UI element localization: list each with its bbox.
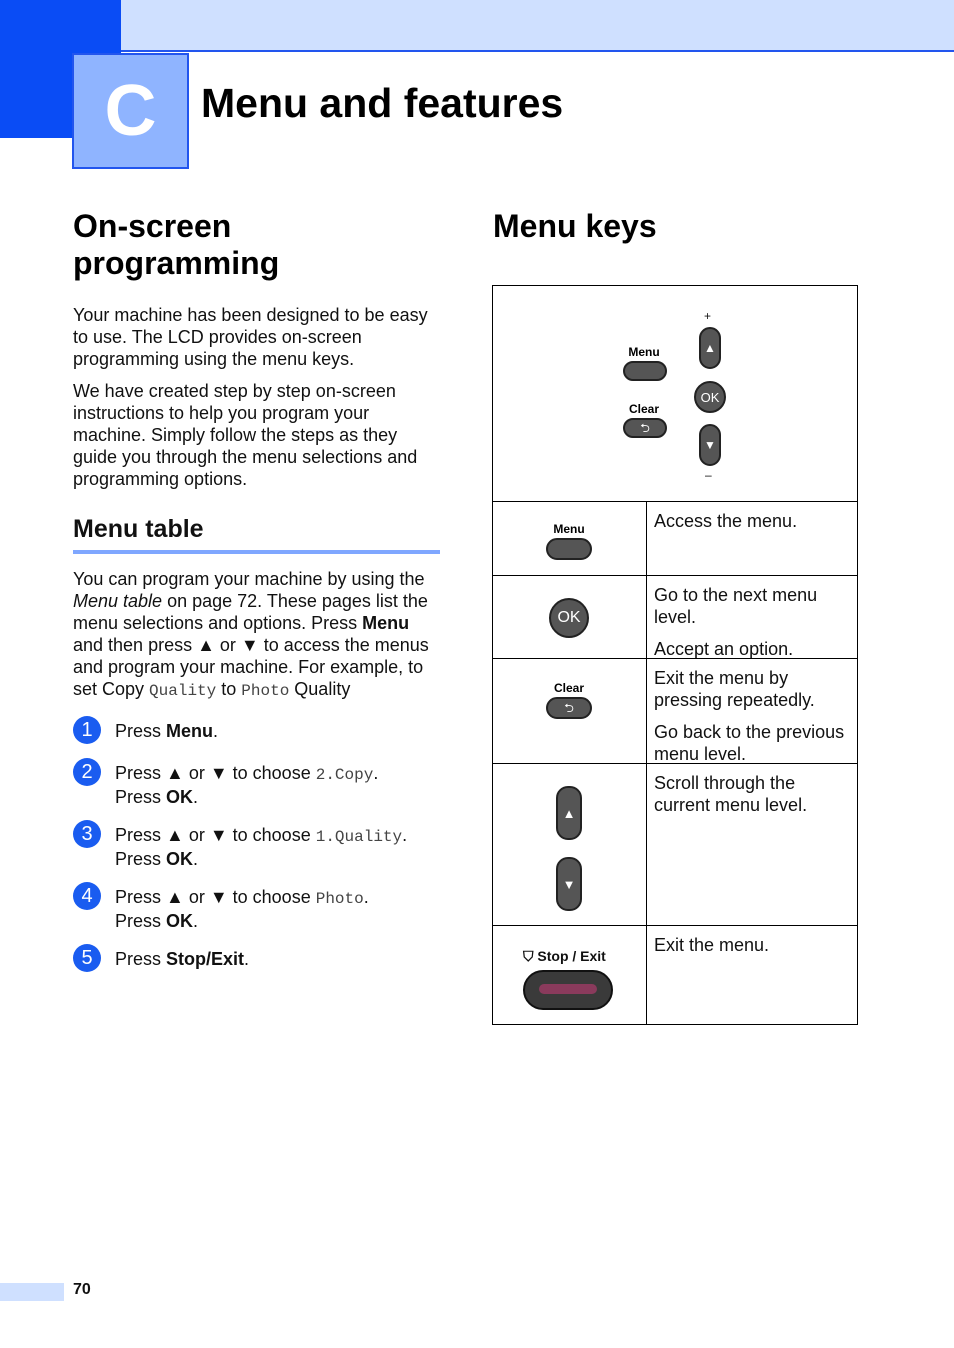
step-text xyxy=(115,824,407,870)
text-run: . xyxy=(193,849,199,869)
control-panel-illustration xyxy=(493,286,857,501)
chapter-letter: C xyxy=(104,71,157,151)
stop-shield-icon: ⛉ xyxy=(523,948,534,964)
clear-key-label: Clear xyxy=(553,681,585,695)
clear-key-label: Clear xyxy=(628,402,660,416)
footer-band xyxy=(0,1283,64,1301)
key-name: OK xyxy=(166,787,194,807)
step-4 xyxy=(73,886,369,932)
description-text: Exit the menu by pressing repeatedly. xyxy=(654,668,815,710)
section-title-menu-keys: Menu keys xyxy=(493,208,657,244)
text-run: and then press ▲ or ▼ to access the menus and program your machine. For example, to set Copy xyxy=(73,635,429,699)
text-run: Quality xyxy=(289,679,351,699)
section-title-line1: On-screen xyxy=(73,208,232,244)
step-number-badge: 4 xyxy=(73,882,101,910)
table-row xyxy=(493,501,857,576)
key-image-cell xyxy=(493,764,647,926)
text-run: . xyxy=(402,825,408,845)
key-name: Stop/Exit xyxy=(166,949,245,969)
table-row xyxy=(493,763,857,926)
text-run: Press ▲ or ▼ to choose xyxy=(115,887,316,907)
key-image-cell xyxy=(493,502,647,576)
intro-paragraph-2: We have created step by step on-screen instructions to help you program your machine. Simply follow the steps as they guide you through the menu selections and programming options. xyxy=(73,381,418,489)
step-text xyxy=(115,886,369,932)
menu-key-graphic xyxy=(623,361,667,381)
description-text: Go to the next menu level. xyxy=(654,585,818,627)
text-run: You can program your machine by using the xyxy=(73,569,425,589)
step-number-badge: 5 xyxy=(73,944,101,972)
step-text xyxy=(115,948,249,972)
lcd-text-quality: Quality xyxy=(149,682,217,700)
key-description xyxy=(654,510,854,542)
menu-keys-table xyxy=(492,285,858,1025)
text-run: Press xyxy=(115,911,167,931)
section-title-line2: programming xyxy=(73,245,280,281)
down-triangle-icon: ▼ xyxy=(556,857,582,911)
step-number-badge: 2 xyxy=(73,758,101,786)
description-text: Go back to the previous menu level. xyxy=(654,722,845,764)
return-arrow-icon: ⮌ xyxy=(546,697,592,719)
menu-table-paragraph xyxy=(73,568,443,702)
step-3 xyxy=(73,824,407,870)
stop-exit-key-label xyxy=(523,948,623,965)
menu-table-heading: Menu table xyxy=(73,515,204,543)
description-text: Exit the menu. xyxy=(654,935,770,955)
menu-key-label: Menu xyxy=(628,345,660,359)
stop-key-color-bar xyxy=(539,984,597,994)
step-1 xyxy=(73,720,218,744)
section-title-onscreen-programming xyxy=(73,208,279,282)
table-row xyxy=(493,925,857,1025)
chapter-letter-box xyxy=(72,53,189,169)
text-run: Press xyxy=(115,721,167,741)
menu-key-label: Menu xyxy=(553,522,585,536)
chapter-title: Menu and features xyxy=(201,80,564,126)
key-name: Menu xyxy=(166,721,214,741)
menu-table-link-text: Menu table xyxy=(73,591,163,611)
menu-key-graphic xyxy=(546,538,592,560)
step-2 xyxy=(73,762,378,808)
up-triangle-icon: ▲ xyxy=(699,327,721,369)
lcd-text: 1.Quality xyxy=(315,828,403,846)
down-triangle-icon: ▼ xyxy=(699,424,721,466)
text-run: . xyxy=(193,911,199,931)
plus-sign: + xyxy=(704,309,712,323)
text-run: on page 72. These pages list the menu selections and options. Press xyxy=(73,591,428,633)
stop-exit-key-graphic xyxy=(523,970,613,1010)
key-description xyxy=(654,667,854,775)
key-name: OK xyxy=(166,849,194,869)
text-run: to xyxy=(216,679,242,699)
text-run: . xyxy=(363,887,369,907)
step-text xyxy=(115,762,378,808)
key-name: OK xyxy=(166,911,194,931)
key-image-cell xyxy=(493,926,647,1025)
heading-underline xyxy=(73,550,440,554)
text-run: . xyxy=(244,949,250,969)
lcd-text-photo: Photo xyxy=(241,682,290,700)
header-band xyxy=(0,0,954,52)
lcd-text: 2.Copy xyxy=(315,766,374,784)
text-run: Press xyxy=(115,787,167,807)
text-run: Press xyxy=(115,849,167,869)
step-text xyxy=(115,720,218,744)
step-5 xyxy=(73,948,249,972)
step-number-badge: 1 xyxy=(73,716,101,744)
text-run: Press ▲ or ▼ to choose xyxy=(115,763,316,783)
text-run: . xyxy=(213,721,219,741)
key-description xyxy=(654,934,854,966)
up-triangle-icon: ▲ xyxy=(556,786,582,840)
stop-exit-label-text: Stop / Exit xyxy=(537,948,606,964)
ok-key-graphic: OK xyxy=(694,381,726,413)
table-row xyxy=(493,575,857,659)
text-run: Press ▲ or ▼ to choose xyxy=(115,825,316,845)
text-run: Press xyxy=(115,949,167,969)
ok-key-graphic: OK xyxy=(549,598,589,638)
page-number: 70 xyxy=(73,1281,91,1298)
return-arrow-icon: ⮌ xyxy=(623,418,667,438)
step-number-badge: 3 xyxy=(73,820,101,848)
key-image-cell xyxy=(493,576,647,659)
description-text: Access the menu. xyxy=(654,511,798,531)
lcd-text: Photo xyxy=(315,890,364,908)
text-run: . xyxy=(373,763,379,783)
key-image-cell xyxy=(493,659,647,764)
key-description xyxy=(654,772,854,826)
minus-sign: – xyxy=(705,468,712,482)
description-text: Scroll through the current menu level. xyxy=(654,773,808,815)
table-row xyxy=(493,658,857,764)
intro-paragraph-1: Your machine has been designed to be easy to use. The LCD provides on-screen programming using the menu keys. xyxy=(73,305,428,369)
text-run: . xyxy=(193,787,199,807)
menu-key-name: Menu xyxy=(362,613,410,633)
description-text: Accept an option. xyxy=(654,639,794,659)
